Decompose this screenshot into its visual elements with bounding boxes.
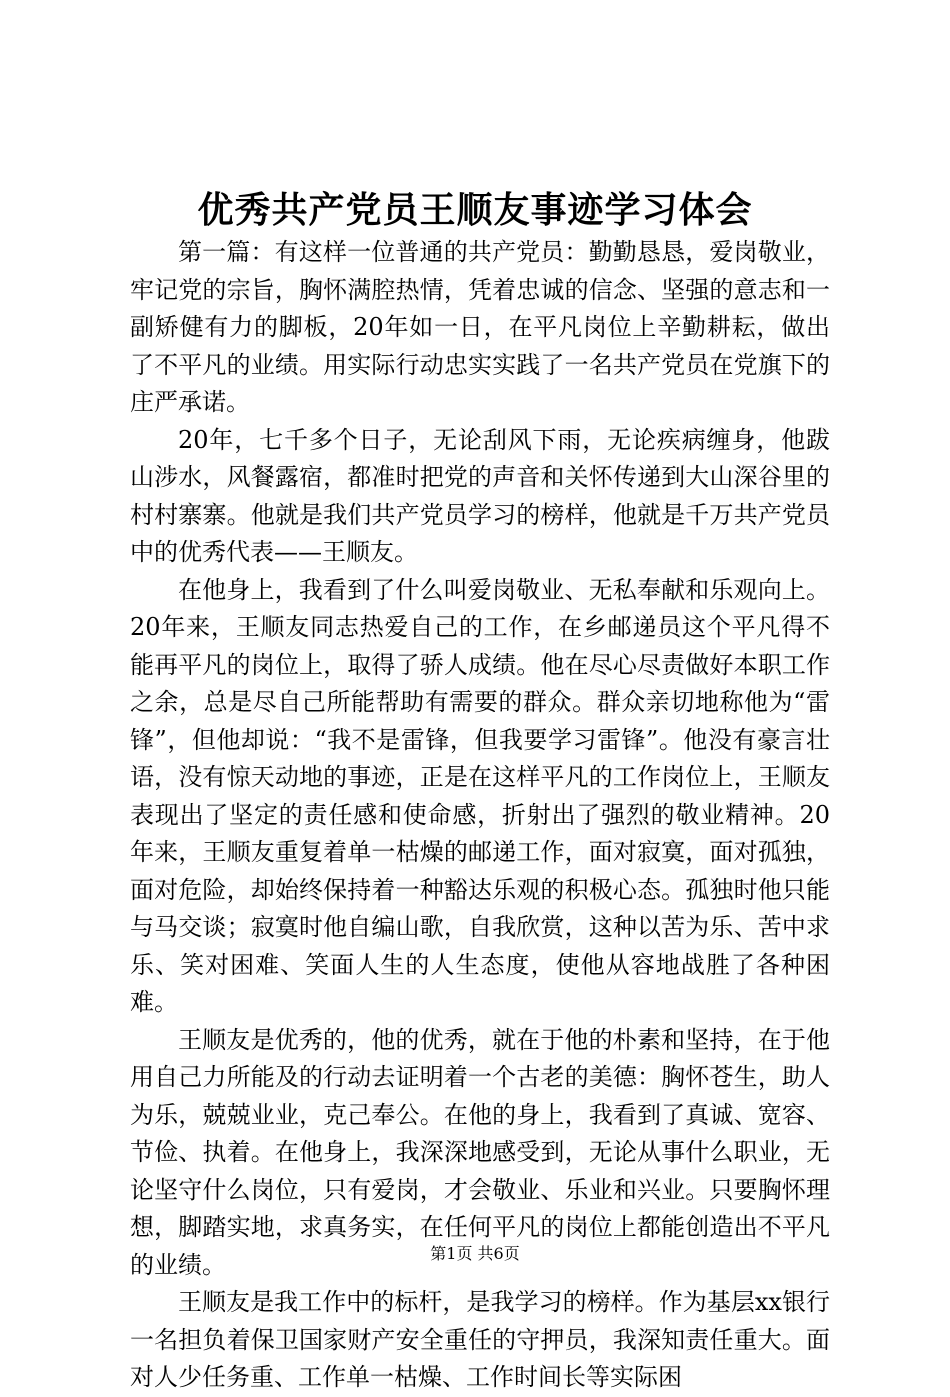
document-body	[130, 234, 830, 1397]
paragraph-3: 在他身上，我看到了什么叫爱岗敬业、无私奉献和乐观向上。20年来，王顺友同志热爱自己的工作，在乡邮递员这个平凡得不能再平凡的岗位上，取得了骄人成绩。他在尽心尽责做好本职工作之余，总是尽自己所能帮助有需要的群众。群众亲切地称他为“雷锋”，但他却说：“我不是雷锋，但我要学习雷锋”。他没有豪言壮语，没有惊天动地的事迹，正是在这样平凡的工作岗位上，王顺友表现出了坚定的责任感和使命感，折射出了强烈的敬业精神。20年来，王顺友重复着单一枯燥的邮递工作，面对寂寞，面对孤独，面对危险，却始终保持着一种豁达乐观的积极心态。孤独时他只能与马交谈；寂寞时他自编山歌，自我欣赏，这种以苦为乐、苦中求乐、笑对困难、笑面人生的人生态度，使他从容地战胜了各种困难。	[130, 575, 830, 1016]
paragraph-4: 王顺友是优秀的，他的优秀，就在于他的朴素和坚持，在于他用自己力所能及的行动去证明着一个古老的美德：胸怀苍生，助人为乐，兢兢业业，克己奉公。在他的身上，我看到了真诚、宽容、节俭、执着。在他身上，我深深地感受到，无论从事什么职业，无论坚守什么岗位，只有爱岗，才会敬业、乐业和兴业。只要胸怀理想，脚踏实地，求真务实，在任何平凡的岗位上都能创造出不平凡的业绩。	[130, 1025, 830, 1279]
page-footer	[0, 1243, 950, 1265]
paragraph-1: 第一篇：有这样一位普通的共产党员：勤勤恳恳，爱岗敬业，牢记党的宗旨，胸怀满腔热情，凭着忠诚的信念、坚强的意志和一副矫健有力的脚板，20年如一日，在平凡岗位上辛勤耕耘，做出了不平凡的业绩。用实际行动忠实实践了一名共产党员在党旗下的庄严承诺。	[130, 238, 830, 416]
paragraph-2: 20年，七千多个日子，无论刮风下雨，无论疾病缠身，他跋山涉水，风餐露宿，都准时把党的声音和关怀传递到大山深谷里的村村寨寨。他就是我们共产党员学习的榜样，他就是千万共产党员中的优秀代表——王顺友。	[130, 425, 830, 566]
document-title: 优秀共产党员王顺友事迹学习体会	[197, 189, 753, 231]
page-indicator: 第1页 共6页	[430, 1244, 520, 1263]
paragraph-5: 王顺友是我工作中的标杆，是我学习的榜样。作为基层xx银行一名担负着保卫国家财产安全重任的守押员，我深知责任重大。面对人少任务重、工作单一枯燥、工作时间长等实际困	[130, 1288, 830, 1391]
